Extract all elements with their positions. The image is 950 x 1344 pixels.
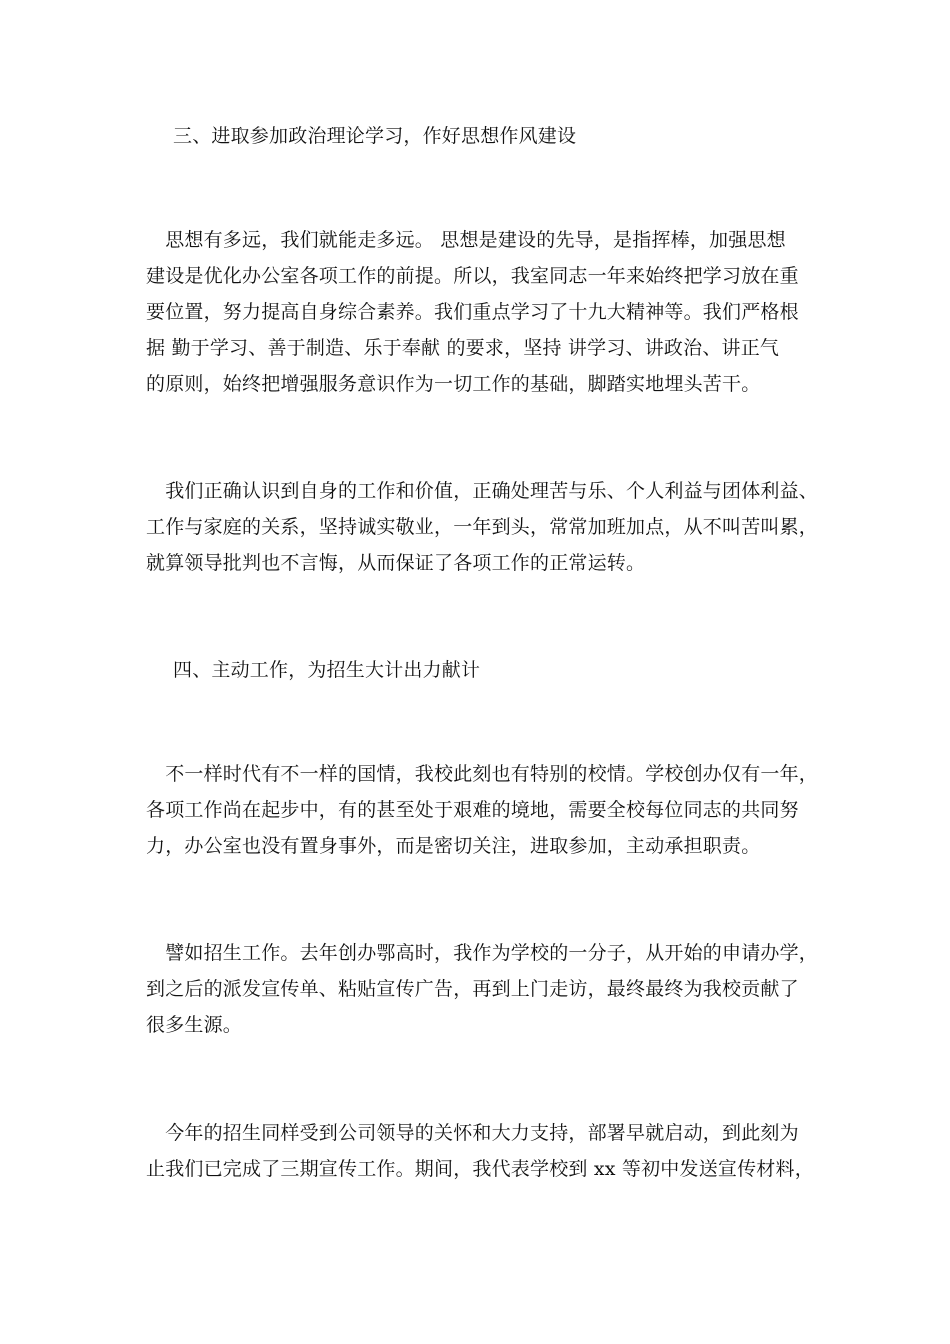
text-line: 力，办公室也没有置身事外，而是密切关注，进取参加，主动承担职责。: [146, 835, 761, 857]
text-line: 要位置，努力提高自身综合素养。我们重点学习了十九大精神等。我们严格根: [146, 301, 799, 323]
text-line: 据 勤于学习、善于制造、乐于奉献 的要求，坚持 讲学习、讲政治、讲正气: [146, 337, 780, 359]
text-line: 思想有多远，我们就能走多远。 思想是建设的先导，是指挥棒，加强思想: [146, 229, 786, 251]
text-line: 各项工作尚在起步中，有的甚至处于艰难的境地，需要全校每位同志的共同努: [146, 799, 799, 821]
text-line: 到之后的派发宣传单、粘贴宣传广告，再到上门走访，最终最终为我校贡献了: [146, 978, 799, 1000]
text-line: 譬如招生工作。去年创办鄂高时，我作为学校的一分子，从开始的申请办学，: [146, 942, 819, 964]
text-line: 的原则，始终把增强服务意识作为一切工作的基础，脚踏实地埋头苦干。: [146, 373, 761, 395]
text-line: 止我们已完成了三期宣传工作。期间，我代表学校到 xx 等初中发送宣传材料，: [146, 1158, 814, 1180]
text-line: 我们正确认识到自身的工作和价值，正确处理苦与乐、个人利益与团体利益、: [146, 480, 819, 502]
paragraph-work-value: [146, 473, 819, 581]
paragraph-school-situation: [146, 756, 819, 864]
text-line: 很多生源。: [146, 1014, 243, 1036]
section-heading-4: [173, 652, 843, 688]
text-line: 不一样时代有不一样的国情，我校此刻也有特别的校情。学校创办仅有一年，: [146, 763, 819, 785]
text-line: 工作与家庭的关系，坚持诚实敬业，一年到头，常常加班加点，从不叫苦叫累，: [146, 516, 819, 538]
text-line: 今年的招生同样受到公司领导的关怀和大力支持，部署早就启动，到此刻为: [146, 1122, 799, 1144]
paragraph-enrollment-last-year: [146, 935, 819, 1043]
text-line: 三、进取参加政治理论学习，作好思想作风建设: [173, 125, 577, 147]
text-line: 就算领导批判也不言悔，从而保证了各项工作的正常运转。: [146, 552, 646, 574]
paragraph-thought: [146, 222, 816, 402]
paragraph-enrollment-this-year: [146, 1115, 816, 1187]
section-heading-3: [173, 118, 843, 154]
text-line: 建设是优化办公室各项工作的前提。所以，我室同志一年来始终把学习放在重: [146, 265, 799, 287]
text-line: 四、主动工作，为招生大计出力献计: [173, 659, 481, 681]
